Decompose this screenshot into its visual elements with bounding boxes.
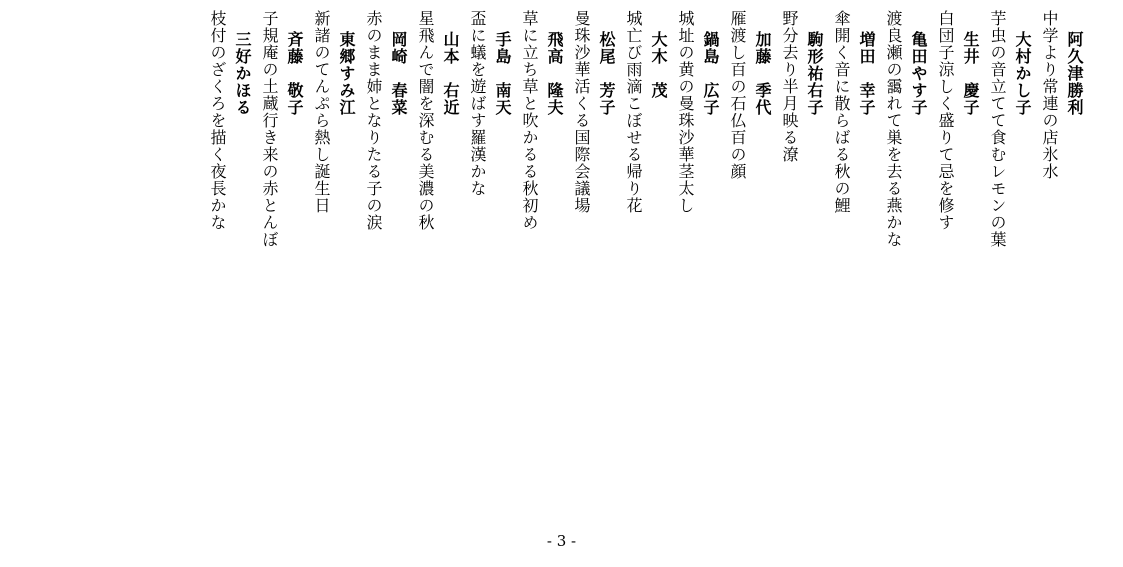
haiku-entry [467,10,513,480]
haiku-author: 松尾 芳子 [597,31,616,116]
haiku-author: 大村かし子 [1013,31,1032,116]
haiku-author: 大木 茂 [649,31,668,99]
haiku-entry [779,10,825,480]
haiku-author: 岡崎 春菜 [389,31,408,116]
haiku-verse: 新諸のてんぷら熱し誕生日 [312,10,331,214]
haiku-verse: 中学より常連の店氷水 [1040,10,1059,180]
haiku-entry [727,10,773,480]
haiku-author: 三好かほる [233,31,252,116]
haiku-verse: 盃に蟻を遊ばす羅漢かな [468,10,487,197]
haiku-verse: 雁渡し百の石仏百の顔 [728,10,747,180]
haiku-author: 加藤 季代 [753,31,772,116]
haiku-author: 増田 幸子 [857,31,876,116]
haiku-author: 飛高 隆夫 [545,31,564,116]
haiku-entry [883,10,929,480]
haiku-entry [259,10,305,480]
haiku-verse: 城址の黄の曼珠沙華茎太し [676,10,695,214]
haiku-verse: 芋虫の音立てて食むレモンの葉 [988,10,1007,248]
haiku-entry [311,10,357,480]
haiku-verse: 野分去り半月映る潦 [780,10,799,163]
haiku-author: 山本 右近 [441,31,460,116]
haiku-verse: 子規庵の土蔵行き来の赤とんぼ [260,10,279,248]
haiku-entry [935,10,981,480]
haiku-verse: 赤のまま姉となりたる子の涙 [364,10,383,231]
haiku-columns [207,10,1085,480]
haiku-verse: 白団子涼しく盛りて忌を修す [936,10,955,231]
haiku-author: 斉藤 敬子 [285,31,304,116]
haiku-entry [831,10,877,480]
haiku-verse: 曼珠沙華活くる国際会議場 [572,10,591,214]
haiku-author: 手島 南天 [493,31,512,116]
haiku-entry [571,10,617,480]
haiku-entry [363,10,409,480]
haiku-author: 東郷すみ江 [337,31,356,116]
haiku-entry [519,10,565,480]
haiku-entry [415,10,461,480]
haiku-verse: 草に立ち草と吹かるる秋初め [520,10,539,231]
haiku-author: 駒形祐右子 [805,31,824,116]
haiku-verse: 城亡び雨滴こぼせる帰り花 [624,10,643,214]
haiku-author: 阿久津勝利 [1065,31,1084,116]
haiku-verse: 渡良瀬の靄れて巣を去る燕かな [884,10,903,248]
haiku-entry [987,10,1033,480]
haiku-verse: 枝付のざくろを描く夜長かな [208,10,227,231]
haiku-entry [1039,10,1085,480]
page-number: - 3 - [546,532,577,550]
haiku-verse: 傘開く音に散らばる秋の鯉 [832,10,851,214]
haiku-entry [675,10,721,480]
haiku-verse: 星飛んで闇を深むる美濃の秋 [416,10,435,231]
haiku-entry [623,10,669,480]
haiku-author: 鍋島 広子 [701,31,720,116]
haiku-entry [207,10,253,480]
haiku-author: 生井 慶子 [961,31,980,116]
haiku-author: 亀田やす子 [909,31,928,116]
